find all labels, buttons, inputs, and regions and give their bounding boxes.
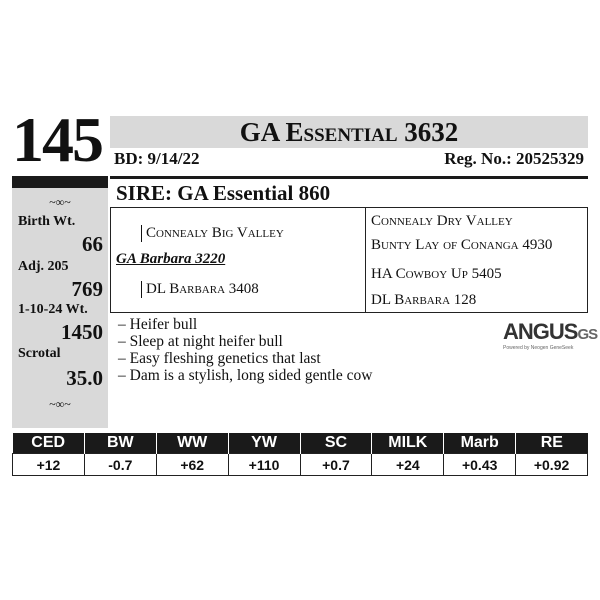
angus-logo-text	[503, 319, 598, 347]
epd-header: BW	[84, 433, 156, 454]
epd-header-row	[13, 433, 588, 454]
registration-number: Reg. No.: 20525329	[444, 149, 584, 168]
adj-205-label: Adj. 205	[18, 259, 69, 274]
note-item: – Sleep at night heifer bull	[118, 333, 283, 350]
scrotal-label: Scrotal	[18, 346, 61, 361]
pedigree-sire-sire: Connealy Big Valley	[141, 225, 284, 242]
epd-value-row	[13, 454, 588, 476]
epd-value: +0.7	[300, 454, 372, 476]
current-weight-value: 1450	[61, 320, 103, 344]
ornament-bottom: ~∞~	[49, 397, 71, 411]
animal-name-prefix: GA	[239, 117, 279, 147]
epd-header: WW	[156, 433, 228, 454]
ornament-top: ~∞~	[49, 195, 71, 209]
logo-main: ANGUS	[503, 319, 578, 344]
sire-divider	[110, 176, 588, 179]
performance-panel	[12, 176, 108, 428]
adj-205-value: 769	[71, 277, 103, 301]
pedigree-divider	[365, 208, 366, 312]
epd-value: +12	[13, 454, 85, 476]
notes-list	[118, 316, 372, 384]
pedigree-dam-dam: DL Barbara 3408	[141, 281, 259, 298]
epd-header: SC	[300, 433, 372, 454]
pedigree-sire-sire-dam: Bunty Lay of Conanga 4930	[371, 237, 553, 253]
epd-header: YW	[228, 433, 300, 454]
animal-name-main: Essential 3632	[285, 117, 459, 147]
panel-top-bar	[12, 176, 108, 188]
note-item: – Heifer bull	[118, 316, 198, 333]
epd-value: +0.43	[444, 454, 516, 476]
logo-suffix: GS	[577, 326, 598, 343]
logo-tagline: Powered by Neogen GeneSeek	[503, 345, 574, 351]
epd-header: CED	[13, 433, 85, 454]
epd-header: RE	[516, 433, 588, 454]
pedigree-dam-dam-2: DL Barbara 128	[371, 292, 477, 308]
pedigree-box	[110, 207, 588, 313]
epd-value: +0.92	[516, 454, 588, 476]
lot-number: 145	[12, 104, 102, 175]
angus-gs-logo	[503, 319, 598, 351]
epd-value: +110	[228, 454, 300, 476]
pedigree-sire-sire-sire: Connealy Dry Valley	[371, 213, 513, 229]
sire-name: SIRE: GA Essential 860	[116, 181, 331, 205]
current-weight-label: 1-10-24 Wt.	[18, 302, 88, 317]
epd-header: MILK	[372, 433, 444, 454]
epd-value: +62	[156, 454, 228, 476]
note-item: – Easy fleshing genetics that last	[118, 350, 321, 367]
epd-table	[12, 433, 588, 476]
note-item: – Dam is a stylish, long sided gentle cow	[118, 367, 373, 384]
birth-weight-value: 66	[82, 232, 103, 256]
birth-weight-label: Birth Wt.	[18, 214, 76, 229]
scrotal-value: 35.0	[66, 366, 103, 390]
animal-name	[110, 116, 588, 148]
epd-value: -0.7	[84, 454, 156, 476]
birth-date: BD: 9/14/22	[114, 149, 200, 168]
epd-value: +24	[372, 454, 444, 476]
epd-header: Marb	[444, 433, 516, 454]
pedigree-dam: GA Barbara 3220	[116, 251, 226, 267]
pedigree-dam-sire: HA Cowboy Up 5405	[371, 266, 502, 282]
